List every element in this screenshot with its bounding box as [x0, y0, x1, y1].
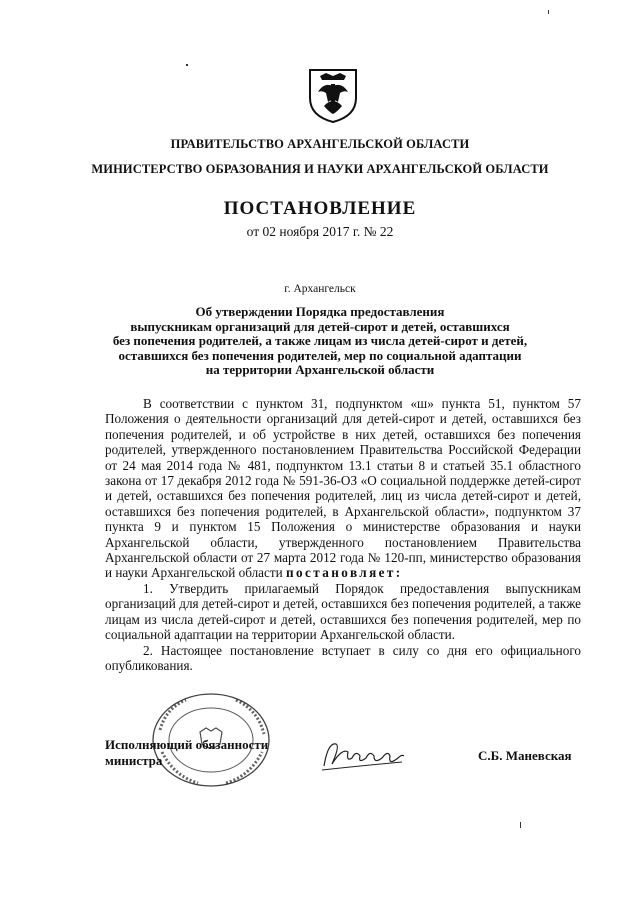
- coat-of-arms-icon: [304, 66, 362, 124]
- scan-speck: [520, 822, 521, 828]
- heading-line: без попечения родителей, а также лицам из числа детей-сирот и детей,: [112, 333, 528, 348]
- role-line: министра: [105, 752, 163, 768]
- heading-line: на территории Архангельской области: [205, 362, 435, 377]
- government-name: ПРАВИТЕЛЬСТВО АРХАНГЕЛЬСКОЙ ОБЛАСТИ: [170, 137, 470, 151]
- item-2-paragraph: 2. Настоящее постановление вступает в силу со дня его официального опубликования.: [105, 642, 581, 673]
- scan-speck: [186, 64, 188, 66]
- document-date-number: от 02 ноября 2017 г. № 22: [246, 224, 394, 239]
- document-body: [105, 396, 581, 673]
- role-line: Исполняющий обязанности: [105, 737, 269, 752]
- heading-line: оставшихся без попечения родителей, мер по социальной адаптации: [118, 347, 522, 363]
- heading-line: Об утверждении Порядка предоставления: [195, 304, 445, 319]
- signatory-role: [105, 737, 268, 768]
- preamble-paragraph: [105, 396, 581, 581]
- document-city: г. Архангельск: [284, 283, 356, 295]
- document-heading: [110, 305, 530, 378]
- resolves-word: постановляет:: [286, 565, 403, 581]
- document-type: ПОСТАНОВЛЕНИЕ: [223, 198, 417, 219]
- ministry-name: МИНИСТЕРСТВО ОБРАЗОВАНИЯ И НАУКИ АРХАНГЕЛЬСКОЙ ОБЛАСТИ: [91, 162, 549, 176]
- item-1-paragraph: 1. Утвердить прилагаемый Порядок предоставления выпускникам организаций для детей-сирот и детей, оставшихся без попечения родителей, а также лицам из числа детей-сирот и детей, оставшихся без попечения родителей, мер по социальной адаптации на территории Архангельской области.: [105, 580, 581, 643]
- scan-speck: [548, 10, 549, 14]
- heading-line: выпускникам организаций для детей-сирот и детей, оставшихся: [130, 318, 510, 334]
- handwritten-signature-icon: [318, 736, 408, 776]
- signer-name: С.Б. Маневская: [478, 748, 572, 763]
- preamble-text: В соответствии с пунктом 31, подпунктом «ш» пункта 51, пунктом 57 Положения о деятельности организаций для детей-сирот и детей, оставшихся без попечения родителей, и об устройстве в них детей, оставшихся без попечения родителей, утвержденного постановлением Правительства Российской Федерации от 24 мая 2014 года № 481, подпунктом 13.1 статьи 8 и статьей 35.1 областного закона от 17 декабря 2012 года № 591-36-ОЗ «О социальной поддержке детей-сирот и детей, оставшихся без попечения родителей, лиц из числа детей-сирот и детей, оставшихся без попечения родителей, в Архангельской области», подпунктом 37 пункта 9 и пунктом 15 Положения о министерстве образования и науки Архангельской области, утвержденного постановлением Правительства Архангельской области от 27 марта 2012 года № 120-пп, министерство образования и науки Архангельской области: [105, 396, 581, 581]
